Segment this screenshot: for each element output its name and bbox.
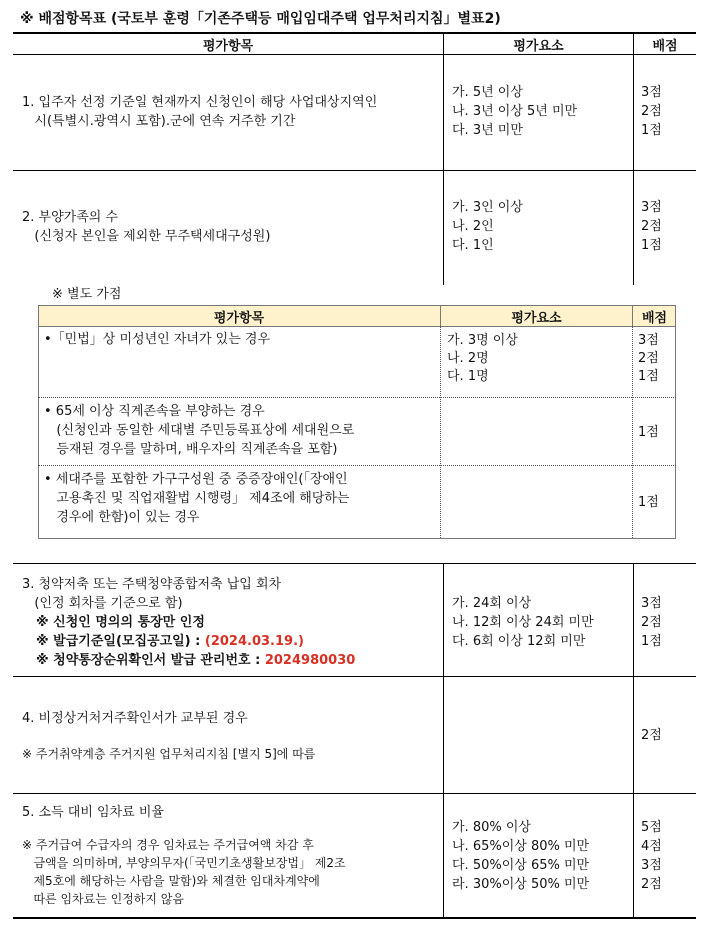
row3-item-line: (인정 회차를 기준으로 함) [22, 596, 183, 611]
row-divider [13, 563, 696, 564]
column-divider [633, 563, 634, 918]
row2-options [452, 198, 523, 255]
header-bottom-border [13, 54, 696, 55]
bonus-row2-item [44, 402, 354, 459]
row3-points [641, 594, 662, 651]
option: 다. 1인 [452, 238, 494, 253]
row5-note [22, 836, 346, 908]
row2-points [641, 198, 662, 255]
points: 1점 [641, 634, 662, 649]
bonus-row1-item: •「민법」상 미성년인 자녀가 있는 경우 [44, 332, 271, 347]
row5-note-line: 금액을 의미하며, 부양의무자(「국민기초생활보장법」 제2조 [22, 856, 346, 870]
row-divider [13, 793, 696, 794]
row4-item: 4. 비정상거처거주확인서가 교부된 경우 [22, 711, 248, 726]
management-number-value: 2024980030 [264, 653, 356, 668]
row3-item-line: 3. 청약저축 또는 주택청약종합저축 납입 회차 [22, 577, 282, 592]
option: 나. 2인 [452, 219, 494, 234]
row2-item-line: (신청자 본인을 제외한 무주택세대구성원) [22, 229, 271, 244]
note-label: ※ 발급기준일(모집공고일) : [36, 634, 205, 649]
bonus-row2-line: (신청인과 동일한 세대별 주민등록표상에 세대원으로 [44, 423, 355, 438]
bonus-row-divider [38, 397, 676, 398]
option: 다. 50%이상 65% 미만 [452, 858, 590, 873]
points: 3점 [641, 858, 662, 873]
column-divider [443, 563, 444, 918]
row3-note: ※ 신청인 명의의 통장만 인정 [36, 615, 205, 630]
row5-points [641, 818, 662, 894]
bonus-header-border [38, 326, 676, 327]
option: 가. 3명 이상 [447, 333, 518, 348]
points: 2점 [638, 351, 659, 366]
points: 3점 [641, 85, 662, 100]
row2-item-line: 2. 부양가족의 수 [22, 210, 119, 225]
bonus-table [38, 305, 676, 539]
bonus-heading: ※ 별도 가점 [52, 287, 122, 302]
points: 2점 [641, 219, 662, 234]
points: 4점 [641, 839, 662, 854]
row3-note [22, 651, 355, 670]
option: 나. 12회 이상 24회 미만 [452, 615, 594, 630]
bonus-row2-points: 1점 [638, 425, 659, 440]
bonus-header-points: 배점 [641, 311, 668, 326]
bonus-row1-points [638, 332, 659, 386]
bonus-header-item: 평가항목 [213, 311, 265, 326]
bonus-header-criteria: 평가요소 [511, 311, 562, 326]
bonus-column-divider [632, 326, 633, 538]
points: 3점 [638, 333, 659, 348]
row5-options [452, 818, 589, 894]
row5-note-line: 제5호에 해당하는 사람을 말함)와 체결한 임대차계약에 [22, 874, 320, 888]
row3-item [22, 575, 355, 670]
points: 1점 [641, 238, 662, 253]
points: 3점 [641, 596, 662, 611]
table-bottom-border [13, 917, 696, 919]
points: 1점 [641, 123, 662, 138]
bonus-row3-line: 고용촉진 및 직업재활법 시행령」 제4조에 해당하는 [44, 491, 350, 506]
row1-item [22, 93, 377, 131]
page-title: ※ 배점항목표 (국토부 훈령「기존주택등 매입임대주택 업무처리지침」별표2) [20, 11, 501, 27]
bonus-column-divider [440, 326, 441, 538]
bonus-row3-line: • 세대주를 포함한 가구구성원 중 중증장애인(「장애인 [44, 472, 348, 487]
bonus-row-divider [38, 465, 676, 466]
column-divider [443, 34, 444, 285]
points: 1점 [638, 369, 659, 384]
option: 다. 1명 [447, 369, 489, 384]
header-criteria: 평가요소 [513, 39, 564, 54]
row5-note-line: ※ 주거급여 수급자의 경우 임차료는 주거급여액 차감 후 [22, 838, 314, 852]
column-divider [633, 34, 634, 285]
points: 3점 [641, 200, 662, 215]
row3-note [22, 632, 355, 651]
option: 가. 5년 이상 [452, 85, 523, 100]
row-divider [13, 676, 696, 677]
note-label: ※ 청약통장순위확인서 발급 관리번호 : [36, 653, 265, 668]
row1-item-line: 시(특별시.광역시 포함).군에 연속 거주한 기간 [22, 114, 296, 129]
option: 나. 65%이상 80% 미만 [452, 839, 590, 854]
row4-points: 2점 [641, 728, 662, 743]
points: 2점 [641, 104, 662, 119]
option: 다. 6회 이상 12회 미만 [452, 634, 586, 649]
row3-options [452, 594, 594, 651]
header-points: 배점 [652, 39, 678, 54]
row4-note: ※ 주거취약계층 주거지원 업무처리지침 [별지 5]에 따름 [22, 747, 316, 761]
row-divider [13, 170, 696, 171]
option: 라. 30%이상 50% 미만 [452, 877, 590, 892]
table-top-border [13, 32, 696, 34]
row1-item-line: 1. 입주자 선정 기준일 현재까지 신청인이 해당 사업대상지역인 [22, 95, 378, 110]
row5-note-line: 따른 임차료는 인정하지 않음 [22, 892, 184, 906]
row1-options [452, 83, 577, 140]
bonus-row3-line: 경우에 한함)이 있는 경우 [44, 510, 200, 525]
points: 2점 [641, 877, 662, 892]
points: 2점 [641, 615, 662, 630]
header-item: 평가항목 [202, 39, 254, 54]
option: 나. 3년 이상 5년 미만 [452, 104, 578, 119]
option: 가. 80% 이상 [452, 820, 531, 835]
bonus-row2-line: • 65세 이상 직계존속을 부양하는 경우 [44, 404, 265, 419]
bonus-row2-line: 등재된 경우를 말하며, 배우자의 직계존속을 포함) [44, 442, 338, 457]
option: 가. 24회 이상 [452, 596, 532, 611]
issue-date-value: (2024.03.19.) [204, 634, 304, 649]
bonus-row1-options [447, 332, 518, 386]
option: 가. 3인 이상 [452, 200, 523, 215]
row5-item: 5. 소득 대비 임차료 비율 [22, 805, 164, 820]
bonus-row3-points: 1점 [638, 495, 659, 510]
bonus-row3-item [44, 470, 350, 527]
row1-points [641, 83, 662, 140]
option: 다. 3년 미만 [452, 123, 523, 138]
points: 5점 [641, 820, 662, 835]
option: 나. 2명 [447, 351, 489, 366]
row2-item [22, 208, 270, 246]
